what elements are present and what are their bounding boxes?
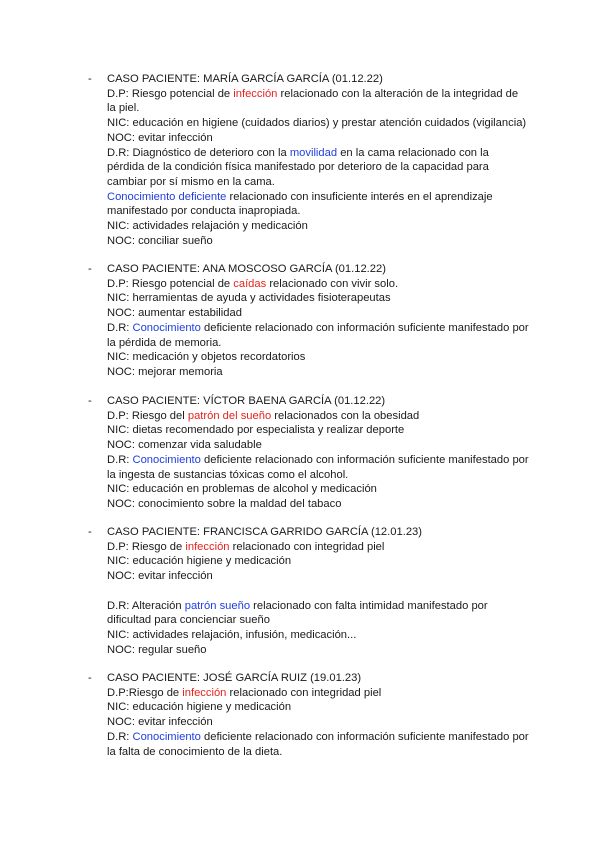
case-title: CASO PACIENTE: ANA MOSCOSO GARCÍA (01.12.22)	[107, 263, 386, 275]
bullet-dash: -	[88, 263, 92, 275]
case-title: CASO PACIENTE: VÍCTOR BAENA GARCÍA (01.12.22)	[107, 395, 386, 407]
case-body	[107, 525, 527, 657]
nic-line: NIC: educación en higiene (cuidados diarios) y prestar atención cuidados (vigilancia)	[107, 117, 527, 130]
highlight-red: infección	[182, 686, 227, 699]
highlight-blue: Conocimiento	[132, 453, 201, 466]
nic-line: NIC: actividades relajación, infusión, medicación...	[107, 628, 357, 641]
case-title: CASO PACIENTE: MARÍA GARCÍA GARCÍA (01.12.22)	[107, 73, 383, 85]
highlight-blue: movilidad	[289, 146, 338, 159]
text-line: pérdida de la condición física manifestado por deterioro de la capacidad para	[107, 161, 489, 174]
diagnosis-line: D.P: Riesgo potencial de infección relacionado con la alteración de la integridad de	[107, 87, 519, 100]
noc-line: NOC: evitar infección	[107, 131, 213, 144]
nic-line: NIC: actividades relajación y medicación	[107, 220, 308, 233]
nic-line: NIC: educación higiene y medicación	[107, 701, 292, 714]
bullet-dash: -	[88, 395, 92, 407]
highlight-red: caídas	[233, 277, 267, 290]
nic-line: NIC: educación en problemas de alcohol y medicación	[107, 483, 377, 496]
highlight-red: infección	[185, 540, 230, 553]
highlight-red: infección	[233, 87, 278, 100]
highlight-blue: Conocimiento	[132, 730, 201, 743]
text-line: la piel.	[107, 102, 140, 115]
diagnosis-line: D.P: Riesgo del patrón del sueño relacionados con la obesidad	[107, 409, 420, 422]
highlight-blue: Conocimiento deficiente	[107, 190, 227, 203]
bullet-dash: -	[88, 526, 92, 538]
noc-line: NOC: regular sueño	[107, 643, 207, 656]
diagnosis-line: Conocimiento deficiente relacionado con insuficiente interés en el aprendizaje	[107, 190, 493, 203]
case-body	[107, 262, 527, 380]
highlight-blue: Conocimiento	[132, 321, 201, 334]
case-title: CASO PACIENTE: FRANCISCA GARRIDO GARCÍA (12.01.23)	[107, 526, 422, 538]
noc-line: NOC: comenzar vida saludable	[107, 439, 262, 452]
text-line: la pérdida de memoria.	[107, 336, 222, 349]
noc-line: NOC: mejorar memoria	[107, 365, 223, 378]
nic-line: NIC: educación higiene y medicación	[107, 555, 292, 568]
diagnosis-line: D.R: Alteración patrón sueño relacionado con falta intimidad manifestado por	[107, 599, 488, 612]
case-title: CASO PACIENTE: JOSÉ GARCÍA RUIZ (19.01.23)	[107, 672, 362, 684]
diagnosis-line: D.R: Diagnóstico de deterioro con la movilidad en la cama relacionado con la	[107, 146, 489, 159]
diagnosis-line: D.P:Riesgo de infección relacionado con integridad piel	[107, 686, 382, 699]
text-line: dificultad para concienciar sueño	[107, 614, 270, 627]
diagnosis-line: D.R: Conocimiento deficiente relacionado con información suficiente manifestado por	[107, 730, 529, 743]
bullet-dash: -	[88, 73, 92, 85]
text-line: cambiar por sí mismo en la cama.	[107, 175, 275, 188]
diagnosis-line: D.R: Conocimiento deficiente relacionado con información suficiente manifestado por	[107, 453, 529, 466]
nic-line: NIC: medicación y objetos recordatorios	[107, 351, 306, 364]
text-line: la falta de conocimiento de la dieta.	[107, 745, 283, 758]
case-body	[107, 72, 527, 248]
noc-line: NOC: conciliar sueño	[107, 234, 213, 247]
noc-line: NOC: conocimiento sobre la maldad del tabaco	[107, 497, 342, 510]
case-body	[107, 671, 527, 759]
text-line: manifestado por conducta inapropiada.	[107, 205, 301, 218]
noc-line: NOC: evitar infección	[107, 716, 213, 729]
noc-line: NOC: evitar infección	[107, 570, 213, 583]
diagnosis-line: D.P: Riesgo potencial de caídas relacionado con vivir solo.	[107, 277, 399, 290]
nic-line: NIC: dietas recomendado por especialista y realizar deporte	[107, 424, 405, 437]
case-body	[107, 394, 527, 512]
highlight-blue: patrón sueño	[184, 599, 251, 612]
text-line: la ingesta de sustancias tóxicas como el alcohol.	[107, 468, 349, 481]
blank-line	[107, 584, 527, 599]
nic-line: NIC: herramientas de ayuda y actividades fisioterapeutas	[107, 292, 391, 305]
highlight-red: patrón del sueño	[187, 409, 272, 422]
noc-line: NOC: aumentar estabilidad	[107, 307, 242, 320]
diagnosis-line: D.P: Riesgo de infección relacionado con integridad piel	[107, 540, 385, 553]
diagnosis-line: D.R: Conocimiento deficiente relacionado con información suficiente manifestado por	[107, 321, 529, 334]
bullet-dash: -	[88, 672, 92, 684]
